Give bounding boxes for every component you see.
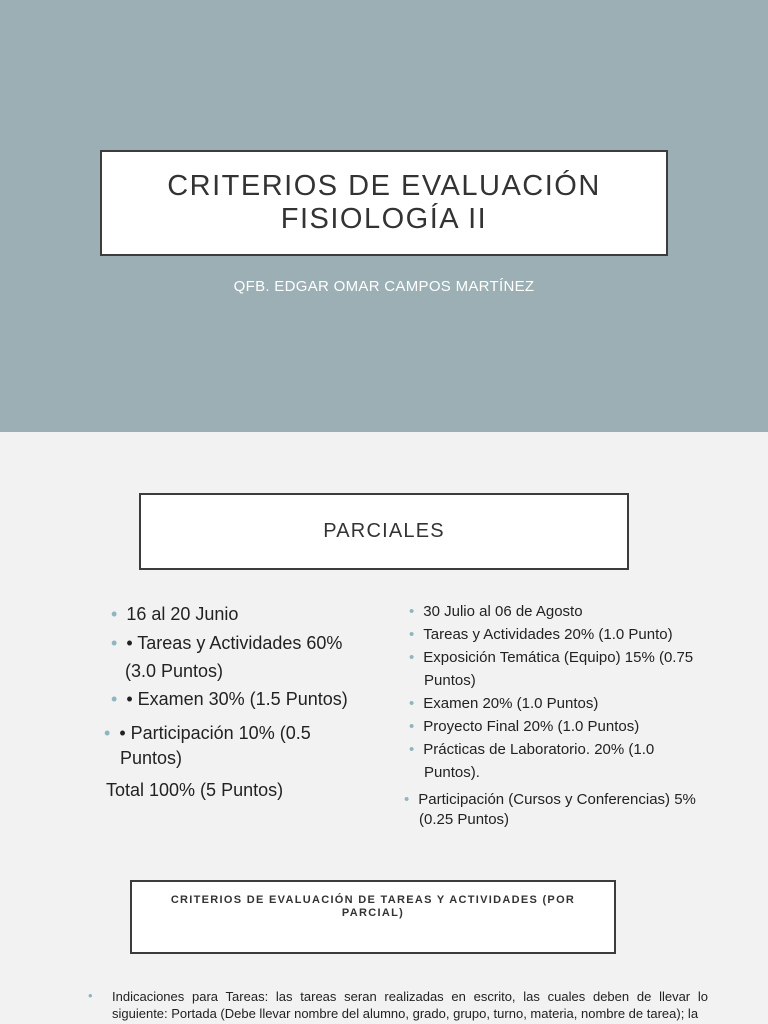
criteria-slide bbox=[0, 866, 768, 1024]
list-item-continuation: (0.25 Puntos) bbox=[419, 811, 510, 828]
list-item: • Participación (Cursos y Conferencias) 5% bbox=[404, 791, 696, 808]
bullet-icon: • bbox=[409, 649, 415, 666]
list-item: • • Participación 10% (0.5 bbox=[104, 723, 311, 743]
bullet-icon: • bbox=[409, 741, 415, 758]
title-box bbox=[100, 150, 668, 256]
bullet-icon: • bbox=[409, 626, 415, 643]
bullet-icon: • bbox=[404, 791, 410, 808]
list-item: • Tareas y Actividades 20% (1.0 Punto) bbox=[409, 626, 673, 643]
bullet-icon: • bbox=[111, 604, 118, 624]
parciales-heading: PARCIALES bbox=[139, 493, 629, 570]
parciales-slide bbox=[0, 432, 768, 866]
list-item: • Exposición Temática (Equipo) 15% (0.75 bbox=[409, 649, 694, 666]
list-item: • 30 Julio al 06 de Agosto bbox=[409, 603, 583, 620]
title-slide bbox=[0, 0, 768, 432]
author-subtitle: QFB. EDGAR OMAR CAMPOS MARTÍNEZ bbox=[233, 278, 535, 295]
bullet-icon: • bbox=[409, 603, 415, 620]
list-item: • Proyecto Final 20% (1.0 Puntos) bbox=[409, 718, 640, 735]
bullet-icon: • bbox=[409, 695, 415, 712]
list-item: • • Tareas y Actividades 60% bbox=[111, 633, 343, 653]
bullet-icon: • bbox=[111, 689, 118, 709]
bullet-icon: • bbox=[88, 988, 93, 1003]
total-line: Total 100% (5 Puntos) bbox=[106, 780, 284, 800]
criteria-heading bbox=[130, 880, 616, 954]
bullet-icon: • bbox=[111, 633, 118, 653]
bullet-icon: • bbox=[104, 723, 111, 743]
list-item: • Examen 20% (1.0 Puntos) bbox=[409, 695, 599, 712]
list-item-continuation: Puntos). bbox=[424, 764, 480, 781]
list-item: • 16 al 20 Junio bbox=[111, 604, 239, 624]
list-item-continuation: (3.0 Puntos) bbox=[125, 661, 224, 681]
title-line-2: FISIOLOGÍA II bbox=[280, 203, 488, 235]
list-item-continuation: Puntos) bbox=[120, 748, 183, 768]
list-item: • • Examen 30% (1.5 Puntos) bbox=[111, 689, 348, 709]
bullet-icon: • bbox=[409, 718, 415, 735]
criteria-heading-line-1: CRITERIOS DE EVALUACIÓN DE TAREAS Y ACTIVIDADES (POR bbox=[170, 894, 576, 906]
list-item-continuation: Puntos) bbox=[424, 672, 476, 689]
list-item: • Prácticas de Laboratorio. 20% (1.0 bbox=[409, 741, 655, 758]
criteria-paragraph: Indicaciones para Tareas: las tareas seran realizadas en escrito, las cuales deben de llevar lo siguiente: Portada (Debe llevar nombre del alumno, grado, grupo, turno, materia, nombre de tarea); la bbox=[112, 989, 708, 1021]
title-line-1: CRITERIOS DE EVALUACIÓN bbox=[167, 170, 601, 202]
criteria-heading-line-2: PARCIAL) bbox=[341, 907, 405, 919]
